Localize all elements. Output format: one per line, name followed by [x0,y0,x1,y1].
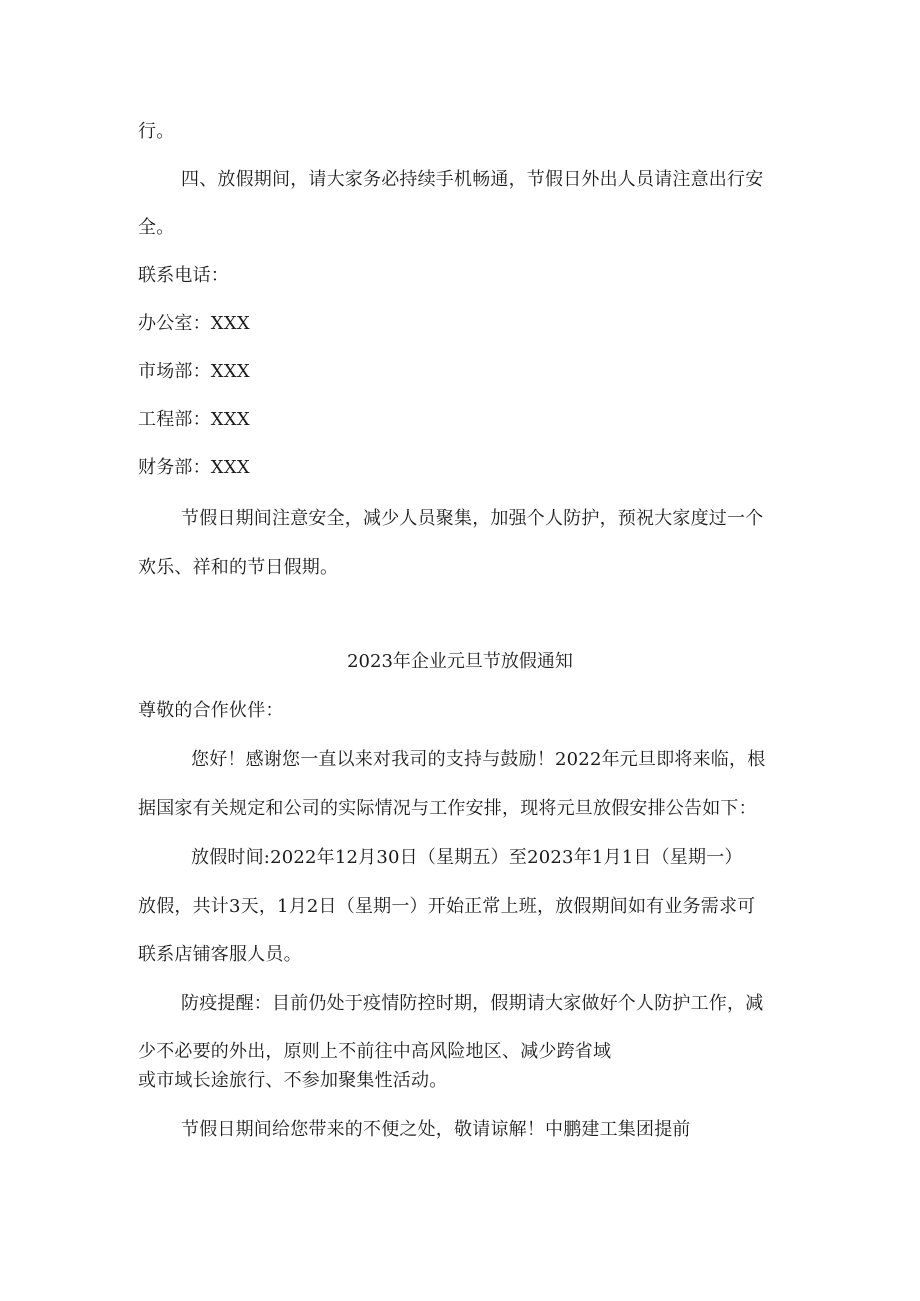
item4-line1: 四、放假期间，请大家务必持续手机畅通，节假日外出人员请注意出行安 [181,169,764,190]
para2-line3: 联系店铺客服人员。 [138,944,302,965]
contact-marketing: 市场部：XXX [138,361,250,382]
salutation: 尊敬的合作伙伴： [138,700,284,721]
notice-title: 2023年企业元旦节放假通知 [347,651,573,672]
contact-label: 联系电话： [138,265,229,286]
closing-line2: 欢乐、祥和的节日假期。 [138,557,339,578]
para4-line1: 节假日期间给您带来的不便之处，敬请谅解！中鹏建工集团提前 [181,1119,691,1140]
para2-line1: 放假时间:2022年12月30日（星期五）至2023年1月1日（星期一） [191,847,743,868]
para3-line2: 少不必要的外出，原则上不前往中高风险地区、减少跨省域 [138,1041,612,1062]
contact-engineering: 工程部：XXX [138,409,250,430]
paragraph-continuation: 行。 [138,121,175,142]
contact-office: 办公室：XXX [138,313,250,334]
para3-line1: 防疫提醒：目前仍处于疫情防控时期，假期请大家做好个人防护工作，减 [181,993,764,1014]
para1-line1: 您好！感谢您一直以来对我司的支持与鼓励！2022年元旦即将来临，根 [191,749,766,770]
para3-line3: 或市域长途旅行、不参加聚集性活动。 [138,1070,448,1091]
closing-line1: 节假日期间注意安全，减少人员聚集，加强个人防护，预祝大家度过一个 [181,508,764,529]
contact-finance: 财务部：XXX [138,457,250,478]
item4-line2: 全。 [138,217,175,238]
para2-line2: 放假，共计3天，1月2日（星期一）开始正常上班，放假期间如有业务需求可 [138,896,756,917]
para1-line2: 据国家有关规定和公司的实际情况与工作安排，现将元旦放假安排公告如下： [138,798,757,819]
